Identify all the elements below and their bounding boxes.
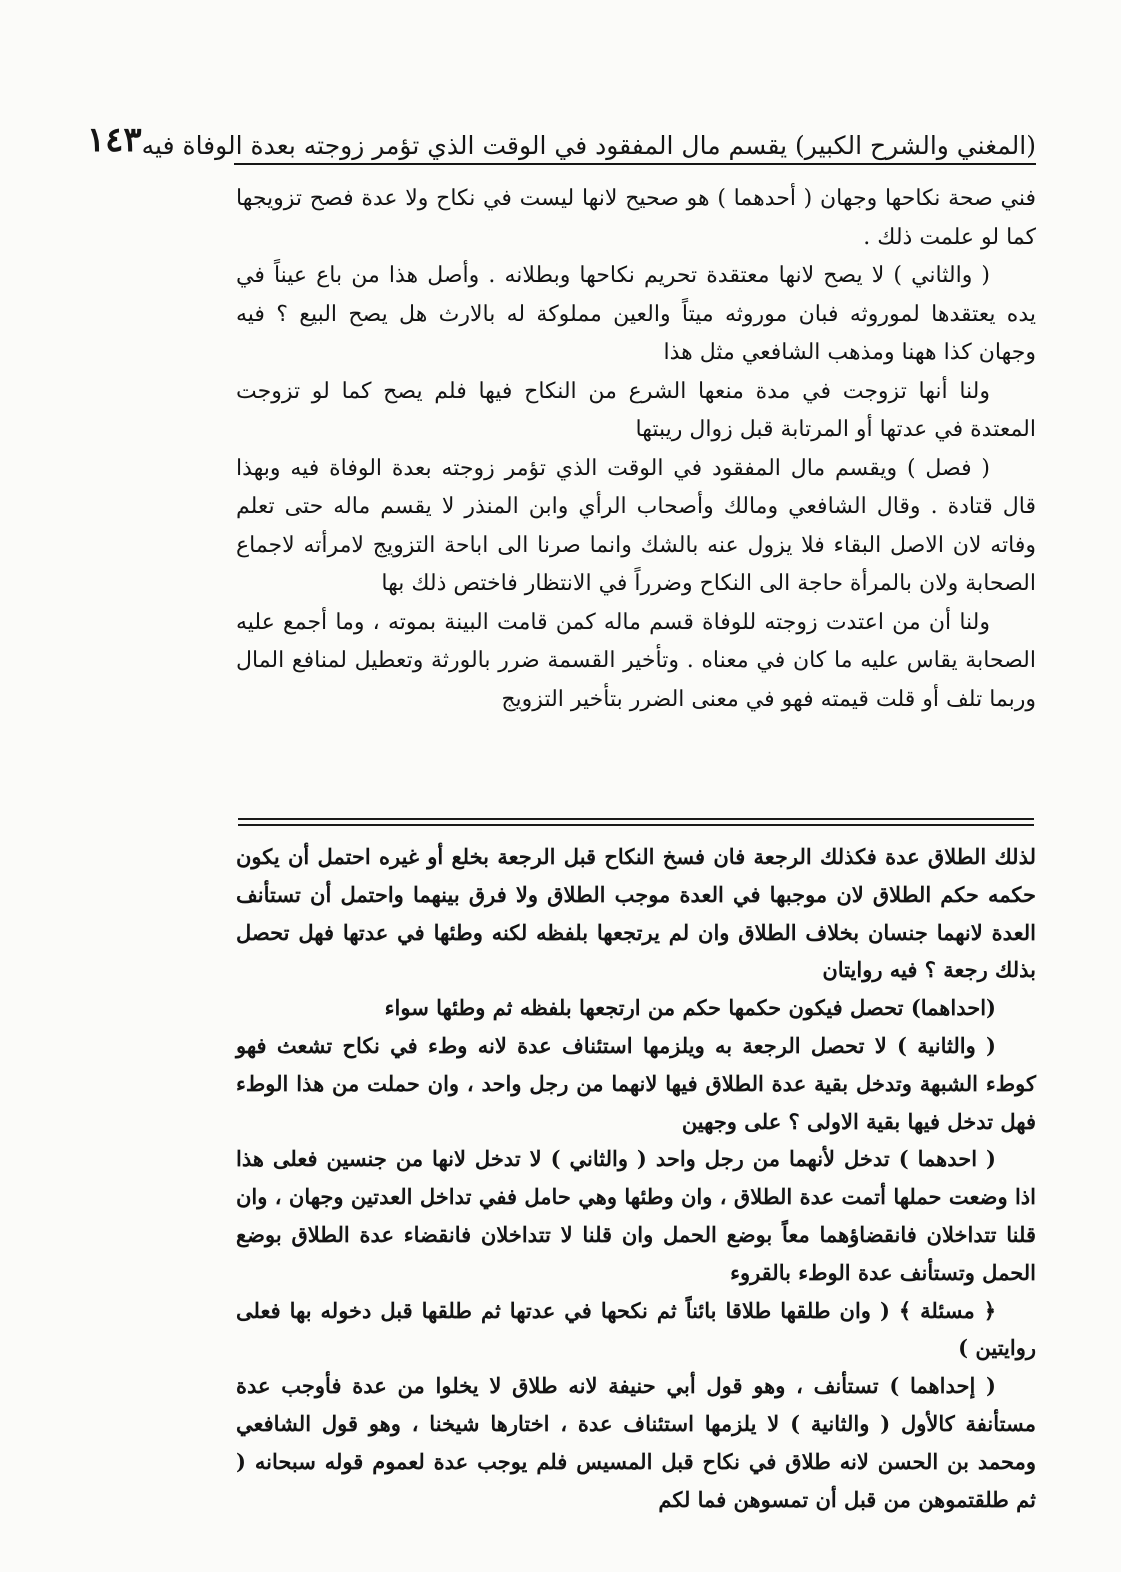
paragraph: لذلك الطلاق عدة فكذلك الرجعة فان فسخ النكاح قبل الرجعة بخلع أو غيره احتمل أن يكون حكمه حكم الطلاق لان موجبها في العدة موجب الطلاق ولا فرق بينهما واحتمل أن تستأنف العدة لانهما جنسان بخلاف الطلاق وان لم يرتجعها بلفظه لكنه وطئها في عدتها فهل تحصل بذلك رجعة ؟ فيه روايتان xyxy=(236,844,1036,983)
paragraph: ( احدهما ) تدخل لأنهما من رجل واحد ( والثاني ) لا تدخل لانها من جنسين فعلى هذا اذا وضعت حملها أتمت عدة الطلاق ، وان وطئها وهي حامل ففي تداخل العدتين وجهان ، وان قلنا تتداخلان فانقضاؤهما معاً بوضع الحمل وان قلنا لا تتداخلان فانقضاء عدة الطلاق بوضع الحمل وتستأنف عدة الوطء بالقروء xyxy=(236,1146,1036,1285)
page-number: ١٤٣ xyxy=(86,120,142,160)
paragraph: (احداهما) تحصل فيكون حكمها حكم من ارتجعها بلفظه ثم وطئها سواء xyxy=(384,995,996,1021)
paragraph: ( والثانية ) لا تحصل الرجعة به ويلزمها استئناف عدة لانه وطء في نكاح تشعث فهو كوطء الشبهة وتدخل بقية عدة الطلاق فيها لانهما من رجل واحد ، وان حملت من هذا الوطء فهل تدخل فيها بقية الاولى ؟ على وجهين xyxy=(236,1032,1036,1134)
masala-heading: ﴿ مسئلة ﴾ ( وان طلقها طلاقا بائناً ثم نكحها في عدتها ثم طلقها قبل دخوله بها فعلى روايتين ) xyxy=(236,1297,1036,1361)
commentary-text xyxy=(236,838,1036,1518)
header-rule xyxy=(234,163,1036,165)
section-divider xyxy=(238,824,1034,826)
paragraph: ( والثاني ) لا يصح لانها معتقدة تحريم نكاحها وبطلانه . وأصل هذا من باع عيناً في يده يعتقدها لموروثه فبان موروثه ميتاً والعين مملوكة له بالارث هل يصح البيع ؟ فيه وجهان كذا ههنا ومذهب الشافعي مثل هذا xyxy=(236,263,1036,365)
running-header xyxy=(86,110,1036,160)
paragraph: ( إحداهما ) تستأنف ، وهو قول أبي حنيفة لانه طلاق لا يخلوا من عدة فأوجب عدة مستأنفة كالأول ( والثانية ) لا يلزمها استئناف عدة ، اختارها شيخنا ، وهو قول الشافعي ومحمد بن الحسن لانه طلاق في نكاح قبل المسيس فلم يوجب عدة لعموم قوله سبحانه ( ثم طلقتموهن من قبل أن تمسوهن فما لكم xyxy=(236,1373,1036,1512)
paragraph: ( فصل ) ويقسم مال المفقود في الوقت الذي تؤمر زوجته بعدة الوفاة فيه وبهذا قال قتادة . وقال الشافعي ومالك وأصحاب الرأي وابن المنذر لا يقسم ماله حتى تعلم وفاته لان الاصل البقاء فلا يزول عنه بالشك وانما صرنا الى اباحة التزويج لامرأته لاجماع الصحابة ولان بالمرأة حاجة الى النكاح وضرراً في الانتظار فاختص ذلك بها xyxy=(236,455,1036,596)
running-title: (المغني والشرح الكبير) يقسم مال المفقود في الوقت الذي تؤمر زوجته بعدة الوفاة فيه xyxy=(141,131,1036,160)
paragraph: ولنا أن من اعتدت زوجته للوفاة قسم ماله كمن قامت البينة بموته ، وما أجمع عليه الصحابة يقاس عليه ما كان في معناه . وتأخير القسمة ضرر بالورثة وتعطيل لمنافع المال وربما تلف أو قلت قيمته فهو في معنى الضرر بتأخير التزويج xyxy=(236,609,1036,712)
paragraph: ولنا أنها تزوجت في مدة منعها الشرع من النكاح فيها فلم يصح كما لو تزوجت المعتدة في عدتها أو المرتابة قبل زوال ريبتها xyxy=(236,378,1036,442)
main-text xyxy=(236,180,1036,719)
paragraph: فني صحة نكاحها وجهان ( أحدهما ) هو صحيح لانها ليست في نكاح ولا عدة فصح تزويجها كما لو علمت ذلك . xyxy=(236,186,1036,250)
section-divider xyxy=(238,818,1034,820)
